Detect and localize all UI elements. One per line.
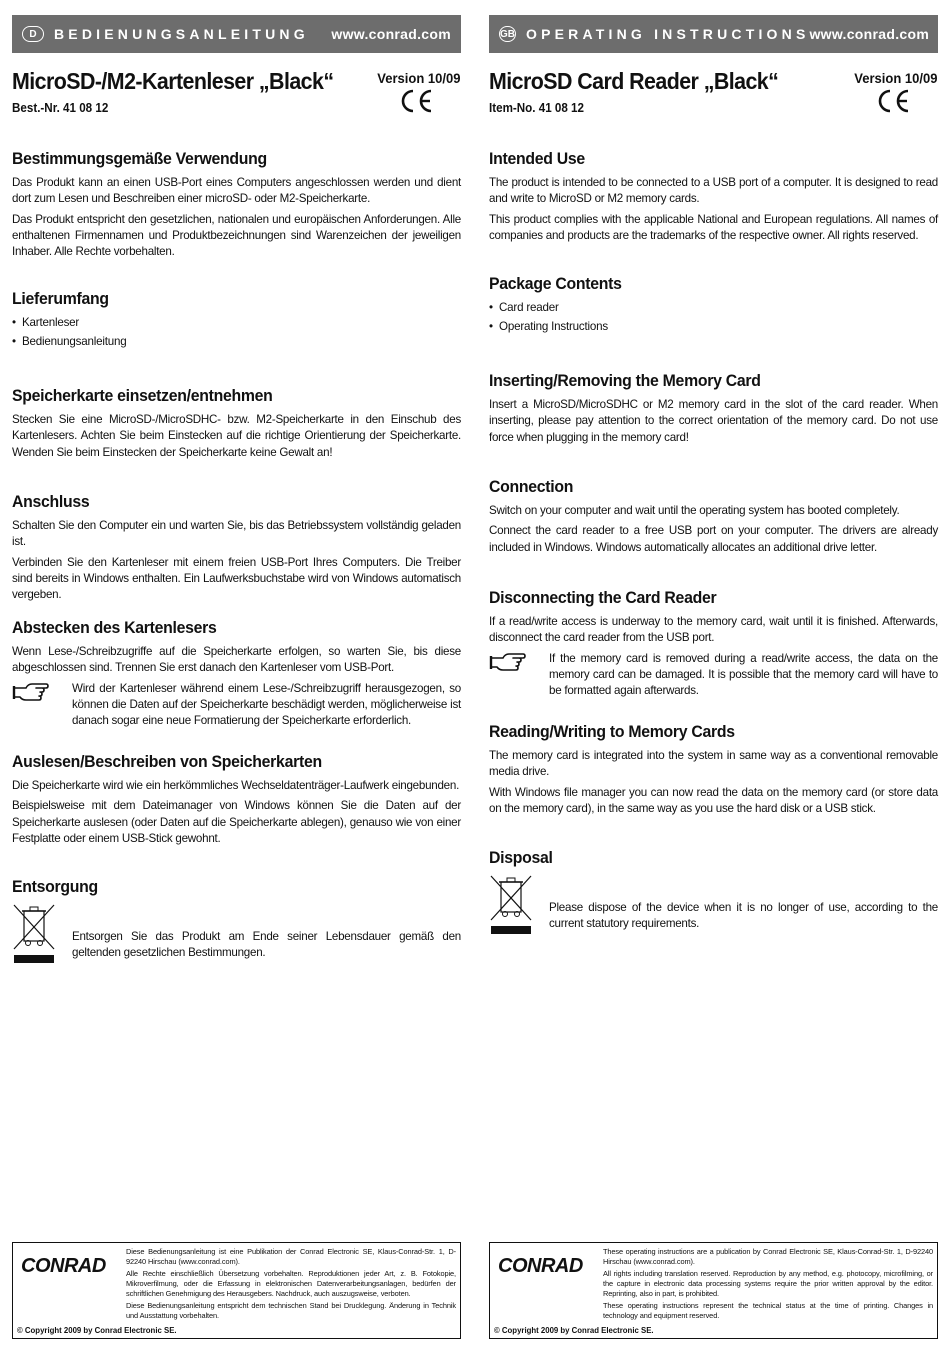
german-column [12, 15, 461, 960]
section-heading: Lieferumfang [12, 289, 109, 308]
contents-list [489, 300, 938, 336]
list-item: • Bedienungsanleitung [12, 335, 127, 349]
crossed-bin-icon [12, 903, 56, 965]
version-label: Version 10/09 [854, 70, 938, 86]
section-connection [12, 492, 461, 607]
language-badge: D [22, 26, 44, 42]
note-text: Wird der Kartenleser während einem Lese-/Schreibzugriff herausgezogen, so können die Daten auf der Speicherkarte beschädigt werden, möglicherweise ist danach sogar eine neue Formatierung der Speicherkarte erforderlich. [72, 681, 461, 728]
header-band-label: OPERATING INSTRUCTIONS [526, 26, 810, 42]
list-item: • Operating Instructions [489, 320, 609, 334]
copyright-notice: © Copyright 2009 by Conrad Electronic SE. [494, 1326, 654, 1335]
section-insert-card [489, 371, 938, 450]
header-band-label: BEDIENUNGSANLEITUNG [54, 26, 309, 42]
section-heading: Package Contents [489, 274, 622, 293]
paragraph: Beispielsweise mit dem Dateimanager von Windows können Sie die Daten auf der Speicherkarte auslesen (oder Daten auf die Speicherkarte ablegen), genauso wie von einer Festplatte oder einem USB-Stick gewohnt. [12, 799, 461, 845]
paragraph: Switch on your computer and wait until the operating system has booted completely. [489, 504, 900, 517]
header-band [489, 15, 938, 53]
warning-note [489, 651, 938, 704]
version-label: Version 10/09 [377, 70, 461, 86]
section-heading: Connection [489, 477, 574, 496]
item-number: Item-No. 41 08 12 [489, 101, 584, 115]
website-link[interactable]: www.conrad.com [809, 26, 930, 42]
section-insert-card [12, 386, 461, 465]
footer-imprint [489, 1242, 938, 1339]
website-link[interactable]: www.conrad.com [331, 26, 451, 42]
ce-mark-icon [876, 88, 912, 114]
item-number: Best.-Nr. 41 08 12 [12, 101, 109, 115]
paragraph: Wenn Lese-/Schreibzugriffe auf die Speicherkarte erfolgen, so warten Sie, bis diese abgeschlossen sind. Trennen Sie erst danach den Kartenleser vom USB-Port. [12, 645, 461, 675]
section-disposal [489, 848, 938, 941]
section-heading: Auslesen/Beschreiben von Speicherkarten [12, 752, 322, 771]
paragraph: This product complies with the applicable National and European regulations. All names of companies and products are the trademarks of the respective owner. All rights reserved. [489, 212, 938, 242]
conrad-logo [496, 1251, 600, 1279]
section-intended-use [12, 149, 461, 264]
header-band [12, 15, 461, 53]
imprint-text: All rights including translation reserved. Reproduction by any method, e.g. photocopy, microfilming, or the capture in electronic data processing systems require the prior written approval by the editor. Reprinting, also in part, is prohibited. [603, 1269, 933, 1298]
svg-text:CONRAD: CONRAD [498, 1255, 583, 1277]
section-connection [489, 477, 938, 560]
imprint-text: Diese Bedienungsanleitung ist eine Publikation der Conrad Electronic SE, Klaus-Conrad-Str. 1, D-92240 Hirschau (www.conrad.com). [126, 1247, 456, 1266]
paragraph: Please dispose of the device when it is no longer of use, according to the current statutory requirements. [549, 901, 938, 931]
list-item: • Card reader [489, 301, 559, 314]
paragraph: Stecken Sie eine MicroSD-/MicroSDHC- bzw. M2-Speicherkarte in den Einschub des Kartenlesers. Achten Sie beim Einstecken auf die richtige Orientierung der Speicherkarte. Wenden Sie beim Einstecken der Speicherkarte keine Gewalt an! [12, 413, 461, 459]
section-package-contents [489, 274, 938, 339]
section-heading: Disconnecting the Card Reader [489, 588, 717, 607]
section-heading: Intended Use [489, 149, 585, 168]
paragraph: The product is intended to be connected to a USB port of a computer. It is designed to read and write to MicroSD or M2 memory cards. [489, 176, 938, 206]
section-heading: Anschluss [12, 492, 90, 511]
paragraph: Die Speicherkarte wird wie ein herkömmliches Wechseldatenträger-Laufwerk eingebunden. [12, 779, 460, 792]
paragraph: Entsorgen Sie das Produkt am Ende seiner Lebensdauer gemäß den geltenden gesetzlichen Bestimmungen. [72, 930, 461, 960]
warning-note [12, 681, 461, 734]
svg-text:CONRAD: CONRAD [21, 1255, 106, 1277]
section-disconnect [489, 588, 938, 703]
copyright-notice: © Copyright 2009 by Conrad Electronic SE. [17, 1326, 177, 1335]
product-title: MicroSD-/M2-Kartenleser „Black“ [12, 68, 334, 94]
section-disposal [12, 877, 461, 970]
disposal-block [12, 903, 461, 970]
imprint-text: Alle Rechte einschließlich Übersetzung vorbehalten. Reproduktionen jeder Art, z. B. Fotokopie, Mikroverfilmung, oder die Erfassung in elektronischen Datenverarbeitungsanlagen, bedürfen der schriftlichen Genehmigung des Herausgebers. Nachdruck, auch auszugsweise, verboten. [126, 1269, 456, 1298]
section-heading: Speicherkarte einsetzen/entnehmen [12, 386, 273, 405]
section-package-contents [12, 289, 461, 354]
contents-list [12, 315, 461, 351]
footer-imprint [12, 1242, 461, 1339]
product-title: MicroSD Card Reader „Black“ [489, 68, 779, 94]
section-read-write [12, 752, 461, 851]
paragraph: Das Produkt kann an einen USB-Port eines Computers angeschlossen werden und dient dort zum Lesen und Beschreiben einer microSD- oder M2-Speicherkarte. [12, 176, 461, 206]
paragraph: If a read/write access is underway to the memory card, wait until it is finished. Afterwards, disconnect the card reader from the USB port. [489, 615, 938, 645]
paragraph: The memory card is integrated into the system in same way as a conventional removable media drive. [489, 749, 938, 779]
section-read-write [489, 722, 938, 821]
ce-mark-icon [399, 88, 435, 114]
paragraph: With Windows file manager you can now read the data on the memory card (or store data on the memory card), in the same way as you use the hard disk or a USB stick. [489, 785, 938, 815]
language-badge: GB [499, 26, 516, 42]
crossed-bin-icon [489, 874, 533, 936]
product-header [489, 68, 938, 138]
section-heading: Disposal [489, 848, 553, 867]
paragraph: Das Produkt entspricht den gesetzlichen, nationalen und europäischen Anforderungen. Alle enthaltenen Firmennamen und Produktbezeichnungen sind Warenzeichen der jeweiligen Inhaber. Alle Rechte vorbehalten. [12, 212, 461, 259]
paragraph: Schalten Sie den Computer ein und warten Sie, bis das Betriebssystem vollständig geladen ist. [12, 519, 461, 549]
section-heading: Abstecken des Kartenlesers [12, 618, 217, 637]
product-header [12, 68, 461, 138]
list-item: • Kartenleser [12, 316, 80, 329]
paragraph: Connect the card reader to a free USB port on your computer. The drivers are already included in Windows. Windows automatically allocates an additional drive letter. [489, 524, 938, 554]
pointing-hand-icon [489, 651, 527, 673]
note-text: If the memory card is removed during a read/write access, the data on the memory card can be damaged. It is possible that the memory card will have to be formatted again afterwards. [549, 651, 938, 698]
imprint-text: Diese Bedienungsanleitung entspricht dem technischen Stand bei Drucklegung. Änderung in Technik und Ausstattung vorbehalten. [126, 1301, 456, 1320]
imprint-text: These operating instructions represent the technical status at the time of printing. Changes in technology and equipment reserved. [603, 1301, 933, 1320]
section-heading: Bestimmungsgemäße Verwendung [12, 149, 267, 168]
section-heading: Inserting/Removing the Memory Card [489, 371, 761, 390]
paragraph: Insert a MicroSD/MicroSDHC or M2 memory card in the slot of the card reader. When inserting, please pay attention to the correct orientation of the memory card. Do not use force when plugging in the memory card! [489, 398, 938, 444]
paragraph: Verbinden Sie den Kartenleser mit einem freien USB-Port Ihres Computers. Die Treiber sind bereits in Windows enthalten. Ein Laufwerksbuchstabe wird von Windows automatisch vergeben. [12, 555, 461, 602]
english-column [489, 15, 938, 931]
section-disconnect [12, 618, 461, 733]
pointing-hand-icon [12, 681, 50, 703]
disposal-block [489, 874, 938, 941]
conrad-logo [19, 1251, 123, 1279]
section-heading: Entsorgung [12, 877, 98, 896]
section-heading: Reading/Writing to Memory Cards [489, 722, 735, 741]
section-intended-use [489, 149, 938, 248]
imprint-text: These operating instructions are a publication by Conrad Electronic SE, Klaus-Conrad-Str. 1, D-92240 Hirschau (www.conrad.com). [603, 1247, 933, 1266]
